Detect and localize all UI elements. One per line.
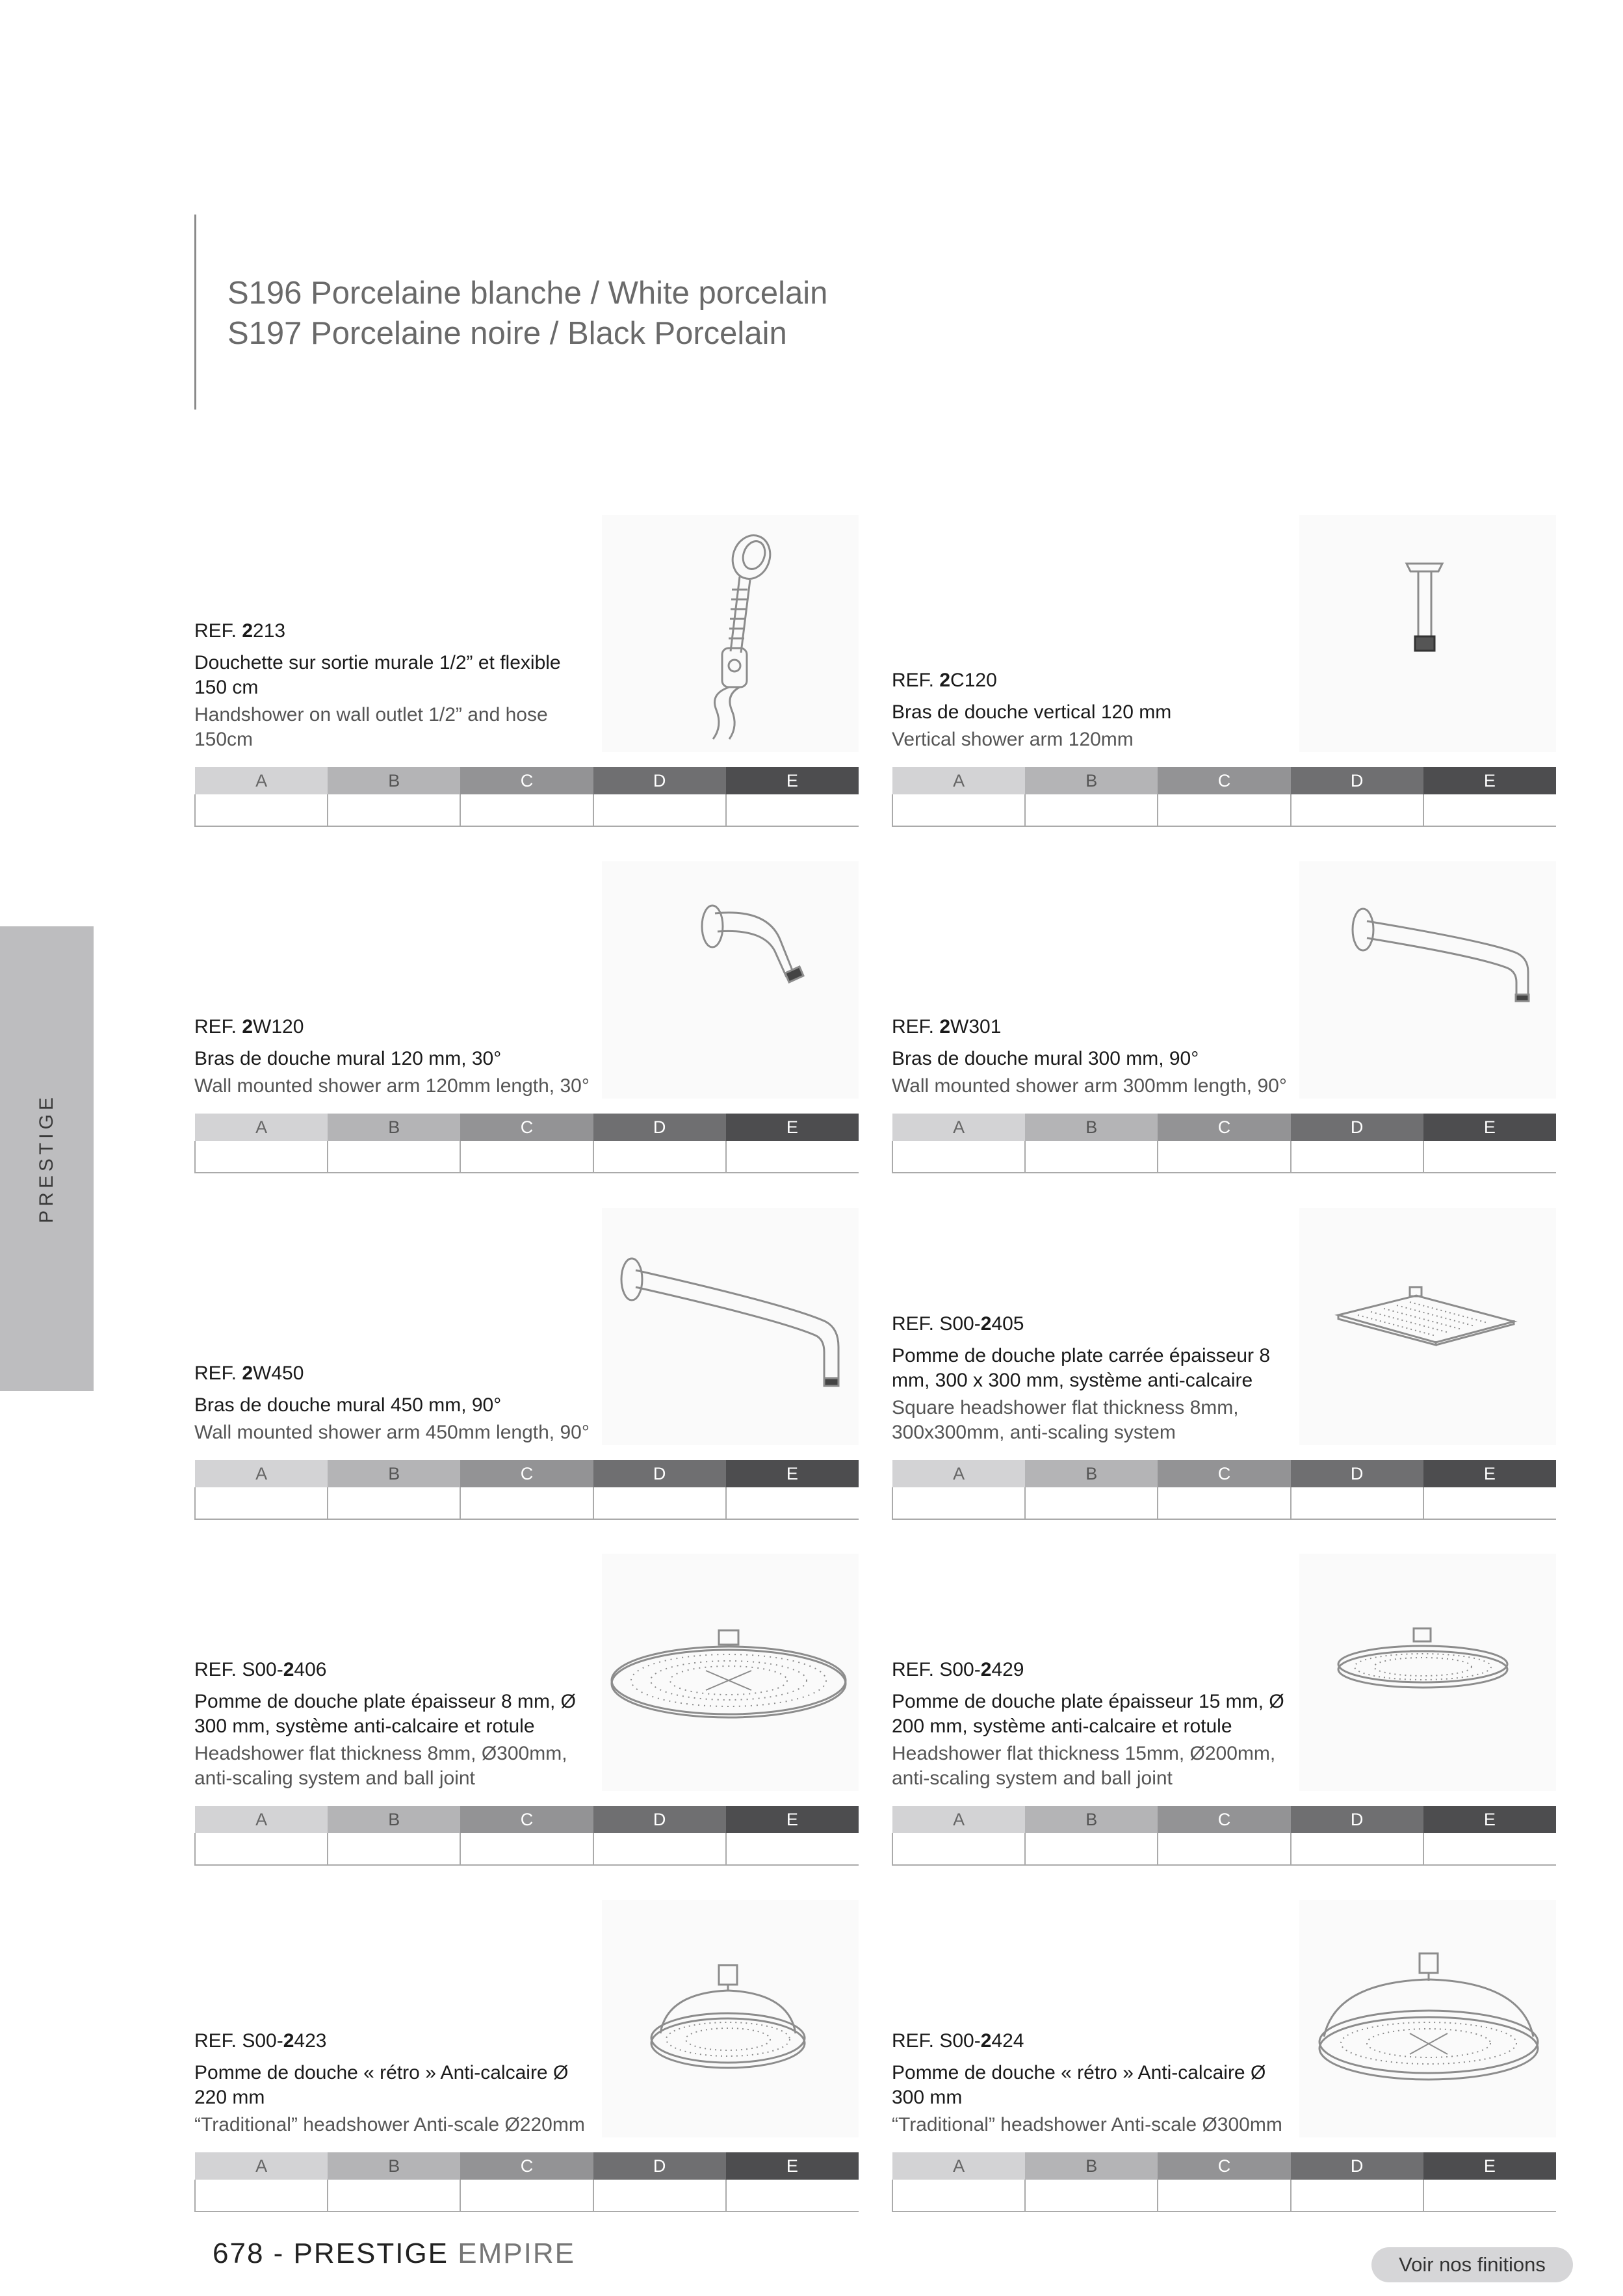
finish-cell-e bbox=[726, 1487, 859, 1519]
finish-cell-e bbox=[726, 794, 859, 826]
finish-header-a: A bbox=[195, 1806, 328, 1833]
finish-header-b: B bbox=[1025, 1460, 1158, 1487]
finish-header-b: B bbox=[328, 1806, 460, 1833]
product-text bbox=[194, 1361, 597, 1445]
finish-cell-e bbox=[1423, 794, 1556, 826]
product-ref: REF. 2W450 bbox=[194, 1363, 304, 1384]
finish-header-c: C bbox=[1158, 1806, 1290, 1833]
finish-cell-c bbox=[460, 1833, 593, 1865]
finish-table bbox=[194, 1460, 859, 1520]
finish-cell-a bbox=[195, 1141, 328, 1173]
product-desc-en: Vertical shower arm 120mm bbox=[892, 729, 1134, 750]
product-card-9 bbox=[892, 1900, 1556, 2212]
finish-cell-c bbox=[1158, 2180, 1290, 2211]
product-desc-en: Handshower on wall outlet 1/2” and hose 150cm bbox=[194, 704, 548, 750]
finish-cell-b bbox=[1025, 1141, 1158, 1173]
product-image bbox=[602, 515, 859, 752]
finish-cell-d bbox=[593, 1487, 726, 1519]
finish-header-a: A bbox=[892, 767, 1025, 794]
product-card-5 bbox=[892, 1208, 1556, 1520]
finish-header-a: A bbox=[892, 1460, 1025, 1487]
product-image bbox=[602, 1208, 859, 1445]
finish-cell-b bbox=[328, 1487, 460, 1519]
finish-cell-a bbox=[892, 794, 1025, 826]
product-desc-fr: Pomme de douche plate carrée épaisseur 8 mm, 300 x 300 mm, système anti-calcaire bbox=[892, 1345, 1271, 1391]
product-text bbox=[892, 1014, 1295, 1099]
product-text bbox=[194, 1657, 597, 1791]
finish-header-e: E bbox=[726, 2152, 859, 2180]
footer-separator: - bbox=[264, 2237, 294, 2269]
product-image bbox=[1299, 1554, 1556, 1791]
finish-header-b: B bbox=[328, 767, 460, 794]
product-ref: REF. S00-2429 bbox=[892, 1659, 1024, 1680]
title-line-white: S196 Porcelaine blanche / White porcelain bbox=[227, 276, 828, 311]
finish-table bbox=[194, 1114, 859, 1173]
finish-header-e: E bbox=[1423, 1806, 1556, 1833]
finish-header-d: D bbox=[593, 1114, 726, 1141]
title-line-black: S197 Porcelaine noire / Black Porcelain bbox=[227, 316, 787, 351]
product-image bbox=[1299, 1900, 1556, 2137]
product-desc-fr: Bras de douche mural 300 mm, 90° bbox=[892, 1048, 1199, 1069]
finish-header-d: D bbox=[593, 767, 726, 794]
finishes-link-button[interactable]: Voir nos finitions bbox=[1371, 2247, 1573, 2282]
product-card-4 bbox=[194, 1208, 859, 1520]
finish-cell-b bbox=[328, 1141, 460, 1173]
page-title bbox=[227, 273, 827, 354]
finish-header-e: E bbox=[726, 1114, 859, 1141]
product-desc-en: “Traditional” headshower Anti-scale Ø300mm bbox=[892, 2114, 1282, 2135]
retro-headshower-large-icon bbox=[1299, 1900, 1556, 2137]
finish-header-e: E bbox=[1423, 767, 1556, 794]
finish-cell-a bbox=[892, 2180, 1025, 2211]
finish-cell-c bbox=[460, 1141, 593, 1173]
finish-cell-a bbox=[195, 794, 328, 826]
finish-header-c: C bbox=[1158, 767, 1290, 794]
square-headshower-icon bbox=[1299, 1208, 1556, 1445]
finish-header-b: B bbox=[328, 1114, 460, 1141]
finish-cell-a bbox=[195, 1833, 328, 1865]
product-ref: REF. 2213 bbox=[194, 620, 286, 642]
product-text bbox=[194, 2028, 597, 2137]
finish-cell-c bbox=[1158, 1833, 1290, 1865]
finish-cell-a bbox=[892, 1141, 1025, 1173]
finish-header-a: A bbox=[195, 1460, 328, 1487]
finish-table bbox=[892, 1806, 1556, 1866]
finish-cell-c bbox=[460, 1487, 593, 1519]
product-image bbox=[1299, 515, 1556, 752]
product-desc-en: Square headshower flat thickness 8mm, 300x300mm, anti-scaling system bbox=[892, 1397, 1239, 1443]
product-desc-fr: Bras de douche mural 120 mm, 30° bbox=[194, 1048, 502, 1069]
finish-header-e: E bbox=[1423, 2152, 1556, 2180]
page-number: 678 bbox=[213, 2237, 265, 2269]
finish-header-a: A bbox=[892, 1806, 1025, 1833]
finish-header-b: B bbox=[1025, 1114, 1158, 1141]
round-headshower-small-icon bbox=[1299, 1554, 1556, 1791]
finish-cell-d bbox=[593, 1141, 726, 1173]
finish-header-d: D bbox=[593, 1806, 726, 1833]
finish-header-b: B bbox=[328, 1460, 460, 1487]
wall-shower-arm-long-icon bbox=[602, 1208, 859, 1445]
product-ref: REF. 2W120 bbox=[194, 1016, 304, 1037]
finish-header-d: D bbox=[1291, 1806, 1423, 1833]
finish-cell-a bbox=[892, 1833, 1025, 1865]
product-text bbox=[892, 2028, 1295, 2137]
finish-cell-b bbox=[1025, 1487, 1158, 1519]
finish-header-d: D bbox=[1291, 1460, 1423, 1487]
product-desc-en: Headshower flat thickness 15mm, Ø200mm, anti-scaling system and ball joint bbox=[892, 1743, 1276, 1789]
finish-cell-d bbox=[1291, 1141, 1423, 1173]
finish-cell-a bbox=[195, 1487, 328, 1519]
handshower-icon bbox=[602, 515, 859, 752]
finish-table bbox=[892, 767, 1556, 827]
finish-table bbox=[194, 767, 859, 827]
finish-header-a: A bbox=[195, 767, 328, 794]
product-card-8 bbox=[194, 1900, 859, 2212]
product-card-6 bbox=[194, 1554, 859, 1866]
finish-header-d: D bbox=[593, 2152, 726, 2180]
wall-shower-arm-medium-icon bbox=[1299, 861, 1556, 1099]
side-tab-label: PRESTIGE bbox=[36, 1093, 57, 1223]
finish-header-c: C bbox=[460, 1114, 593, 1141]
product-desc-en: Headshower flat thickness 8mm, Ø300mm, anti-scaling system and ball joint bbox=[194, 1743, 567, 1789]
finish-cell-c bbox=[1158, 1487, 1290, 1519]
retro-headshower-small-icon bbox=[602, 1900, 859, 2137]
finish-header-c: C bbox=[1158, 1460, 1290, 1487]
finish-cell-b bbox=[328, 794, 460, 826]
product-desc-fr: Pomme de douche « rétro » Anti-calcaire Ø 220 mm bbox=[194, 2062, 569, 2108]
page-footer bbox=[213, 2237, 575, 2270]
finish-cell-d bbox=[1291, 1833, 1423, 1865]
finish-header-d: D bbox=[1291, 2152, 1423, 2180]
finish-cell-e bbox=[726, 1141, 859, 1173]
finish-cell-d bbox=[593, 794, 726, 826]
finish-cell-e bbox=[1423, 1141, 1556, 1173]
finish-header-c: C bbox=[460, 1806, 593, 1833]
product-ref: REF. S00-2406 bbox=[194, 1659, 327, 1680]
product-text bbox=[892, 668, 1295, 752]
finish-cell-e bbox=[1423, 2180, 1556, 2211]
finish-table bbox=[194, 2152, 859, 2212]
product-card-1 bbox=[892, 515, 1556, 827]
product-card-3 bbox=[892, 861, 1556, 1173]
finish-cell-b bbox=[1025, 1833, 1158, 1865]
product-card-7 bbox=[892, 1554, 1556, 1866]
product-ref: REF. S00-2424 bbox=[892, 2030, 1024, 2052]
product-desc-fr: Pomme de douche plate épaisseur 8 mm, Ø 300 mm, système anti-calcaire et rotule bbox=[194, 1691, 576, 1737]
product-ref: REF. S00-2405 bbox=[892, 1313, 1024, 1335]
finish-header-c: C bbox=[460, 2152, 593, 2180]
finish-cell-d bbox=[1291, 794, 1423, 826]
finish-header-a: A bbox=[892, 2152, 1025, 2180]
finish-table bbox=[194, 1806, 859, 1866]
header-divider bbox=[194, 215, 196, 410]
finish-header-e: E bbox=[1423, 1460, 1556, 1487]
product-desc-en: Wall mounted shower arm 120mm length, 30° bbox=[194, 1075, 590, 1097]
finish-header-a: A bbox=[892, 1114, 1025, 1141]
product-text bbox=[194, 618, 597, 752]
finish-header-c: C bbox=[1158, 2152, 1290, 2180]
product-image bbox=[1299, 1208, 1556, 1445]
product-image bbox=[602, 1554, 859, 1791]
product-desc-en: Wall mounted shower arm 450mm length, 90° bbox=[194, 1422, 590, 1443]
finish-header-a: A bbox=[195, 2152, 328, 2180]
finish-header-e: E bbox=[726, 1806, 859, 1833]
product-ref: REF. 2W301 bbox=[892, 1016, 1002, 1037]
finish-cell-d bbox=[593, 2180, 726, 2211]
finish-cell-c bbox=[1158, 794, 1290, 826]
finish-header-c: C bbox=[1158, 1114, 1290, 1141]
finish-header-d: D bbox=[1291, 1114, 1423, 1141]
finish-header-b: B bbox=[328, 2152, 460, 2180]
finish-header-b: B bbox=[1025, 767, 1158, 794]
product-text bbox=[892, 1657, 1295, 1791]
finish-header-e: E bbox=[1423, 1114, 1556, 1141]
finish-header-c: C bbox=[460, 767, 593, 794]
product-image bbox=[1299, 861, 1556, 1099]
product-desc-fr: Bras de douche vertical 120 mm bbox=[892, 701, 1172, 723]
finish-cell-b bbox=[328, 2180, 460, 2211]
footer-brand: PRESTIGE bbox=[293, 2237, 449, 2269]
vertical-shower-arm-icon bbox=[1299, 515, 1556, 752]
finish-header-a: A bbox=[195, 1114, 328, 1141]
finish-cell-d bbox=[1291, 1487, 1423, 1519]
round-headshower-large-icon bbox=[602, 1554, 859, 1791]
finish-cell-e bbox=[1423, 1833, 1556, 1865]
finish-cell-c bbox=[460, 794, 593, 826]
finish-header-e: E bbox=[726, 767, 859, 794]
finish-cell-c bbox=[1158, 1141, 1290, 1173]
finish-table bbox=[892, 1114, 1556, 1173]
product-ref: REF. S00-2423 bbox=[194, 2030, 327, 2052]
finish-header-c: C bbox=[460, 1460, 593, 1487]
product-text bbox=[892, 1311, 1295, 1445]
product-desc-en: “Traditional” headshower Anti-scale Ø220mm bbox=[194, 2114, 585, 2135]
finish-cell-e bbox=[1423, 1487, 1556, 1519]
finish-cell-e bbox=[726, 1833, 859, 1865]
product-desc-fr: Bras de douche mural 450 mm, 90° bbox=[194, 1394, 502, 1416]
product-text bbox=[194, 1014, 597, 1099]
finish-header-b: B bbox=[1025, 1806, 1158, 1833]
side-tab[interactable] bbox=[0, 926, 94, 1391]
finish-header-d: D bbox=[593, 1460, 726, 1487]
product-image bbox=[602, 1900, 859, 2137]
finish-cell-d bbox=[1291, 2180, 1423, 2211]
product-desc-fr: Douchette sur sortie murale 1/2” et flexible 150 cm bbox=[194, 652, 561, 698]
finish-cell-c bbox=[460, 2180, 593, 2211]
finish-header-d: D bbox=[1291, 767, 1423, 794]
product-desc-en: Wall mounted shower arm 300mm length, 90° bbox=[892, 1075, 1287, 1097]
finish-cell-a bbox=[195, 2180, 328, 2211]
finish-header-e: E bbox=[726, 1460, 859, 1487]
finish-header-b: B bbox=[1025, 2152, 1158, 2180]
finish-cell-d bbox=[593, 1833, 726, 1865]
product-ref: REF. 2C120 bbox=[892, 670, 997, 691]
finish-cell-e bbox=[726, 2180, 859, 2211]
finish-cell-b bbox=[1025, 794, 1158, 826]
footer-collection: EMPIRE bbox=[448, 2237, 575, 2269]
product-image bbox=[602, 861, 859, 1099]
finish-table bbox=[892, 1460, 1556, 1520]
finish-cell-b bbox=[328, 1833, 460, 1865]
product-desc-fr: Pomme de douche plate épaisseur 15 mm, Ø 200 mm, système anti-calcaire et rotule bbox=[892, 1691, 1284, 1737]
wall-shower-arm-short-icon bbox=[602, 861, 859, 1099]
finish-cell-a bbox=[892, 1487, 1025, 1519]
product-card-0 bbox=[194, 515, 859, 827]
product-desc-fr: Pomme de douche « rétro » Anti-calcaire Ø 300 mm bbox=[892, 2062, 1266, 2108]
product-card-2 bbox=[194, 861, 859, 1173]
finish-table bbox=[892, 2152, 1556, 2212]
finish-cell-b bbox=[1025, 2180, 1158, 2211]
